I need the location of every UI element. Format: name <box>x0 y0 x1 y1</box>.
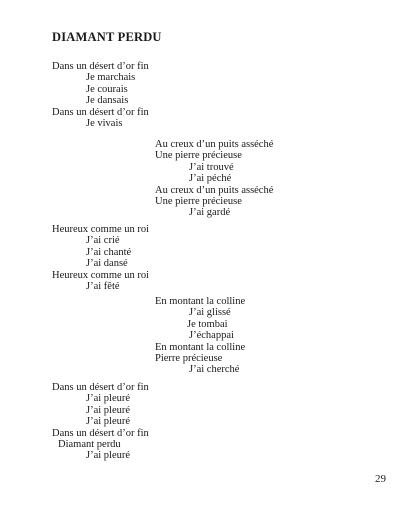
verse-line: J’ai glissé <box>189 307 231 319</box>
verse-line: J’ai fêté <box>86 281 120 293</box>
verse-line: J’ai dansé <box>86 258 128 270</box>
verse-line: J’ai cherché <box>189 364 240 376</box>
verse-line: Heureux comme un roi <box>52 224 150 235</box>
stanza-2 <box>155 139 273 219</box>
verse-line: En montant la colline <box>155 296 246 307</box>
verse-line: Pierre précieuse <box>155 353 223 365</box>
stanza-1 <box>52 61 149 129</box>
verse-line: J’ai trouvé <box>189 161 234 173</box>
verse-line: J’ai pleuré <box>86 393 131 405</box>
verse-line: En montant la colline <box>155 341 246 353</box>
verse-line: Dans un désert d’or fin <box>52 427 149 439</box>
verse-line: Diamant perdu <box>58 439 121 451</box>
verse-line: Je dansais <box>86 95 129 107</box>
verse-line: J’ai crié <box>86 235 120 247</box>
verse-line: Une pierre précieuse <box>155 150 242 162</box>
verse-line: Une pierre précieuse <box>155 196 242 208</box>
verse-line: Dans un désert d’or fin <box>52 106 149 118</box>
verse-line: Heureux comme un roi <box>52 269 150 281</box>
stanza-3 <box>52 224 149 292</box>
verse-line: J’ai chanté <box>86 246 132 258</box>
verse-line: J’ai gardé <box>189 207 231 219</box>
verse-line: J’ai péché <box>189 173 232 185</box>
verse-line: Je courais <box>86 83 128 95</box>
verse-line: Dans un désert d’or fin <box>52 382 149 393</box>
verse-line: Au creux d’un puits asséché <box>155 139 274 150</box>
verse-line: J’échappai <box>189 330 234 342</box>
verse-line: J’ai pleuré <box>86 404 131 416</box>
stanza-4 <box>155 296 245 376</box>
verse-line: Je marchais <box>86 72 136 84</box>
verse-line: J’ai pleuré <box>86 416 131 428</box>
verse-line: J’ai pleuré <box>86 450 131 462</box>
page-number: 29 <box>375 473 386 485</box>
verse-line: Dans un désert d’or fin <box>52 61 149 72</box>
poem-title: DIAMANT PERDU <box>52 30 162 44</box>
verse-line: Je tombai <box>187 318 228 330</box>
stanza-5 <box>52 382 149 462</box>
verse-line: Au creux d’un puits asséché <box>155 184 274 196</box>
verse-line: Je vivais <box>86 118 123 130</box>
